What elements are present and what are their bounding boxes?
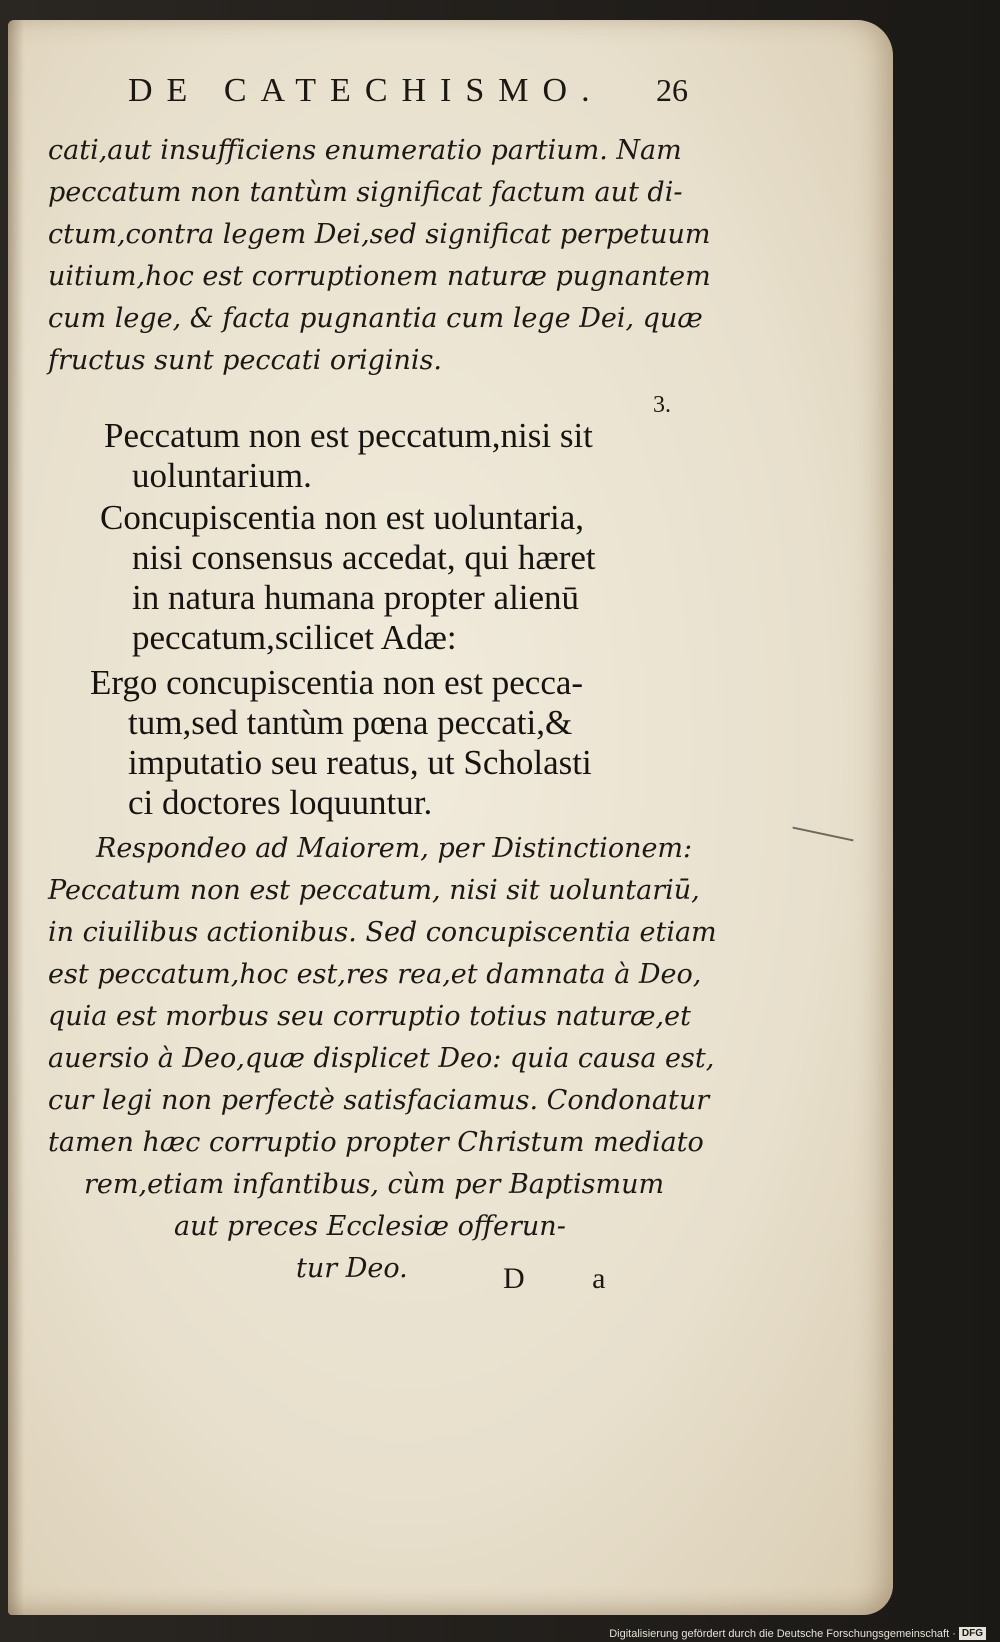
page-gutter-shadow	[8, 20, 24, 1615]
text-line: est peccatum,hoc est,res rea,et damnata à Deo,	[48, 959, 702, 990]
text-line: in natura humana propter alienū	[132, 578, 580, 617]
text-line: auersio à Deo,quæ displicet Deo: quia causa est,	[48, 1043, 715, 1074]
page-header	[128, 72, 688, 122]
text-line: Ergo concupiscentia non est pecca-	[90, 663, 584, 702]
dfg-logo: DFG	[959, 1627, 986, 1640]
syllogism-major-line-2	[132, 456, 312, 496]
funding-footer	[609, 1627, 986, 1640]
text-line: ci doctores loquuntur.	[128, 783, 433, 822]
text-line: peccatum non tantùm significat factum aut di-	[48, 177, 683, 208]
text-line: fructus sunt peccati originis.	[48, 345, 443, 376]
signature-mark: D a	[503, 1262, 636, 1295]
response-line-1	[96, 828, 692, 870]
text-line: uitium,hoc est corruptionem naturæ pugnantem	[48, 261, 711, 292]
text-line: in ciuilibus actionibus. Sed concupiscentia etiam	[48, 917, 717, 948]
text-line: Peccatum non est peccatum, nisi sit uoluntariū,	[48, 875, 700, 906]
syllogism-minor-rest	[132, 538, 596, 658]
response-body	[48, 870, 717, 1164]
text-line: tamen hæc corruptio propter Christum mediato	[48, 1127, 704, 1158]
text-line: rem,etiam infantibus, cùm per Baptismum	[84, 1169, 665, 1200]
response-line-11	[296, 1248, 408, 1290]
syllogism-minor-line-1	[100, 498, 584, 538]
response-line-10	[174, 1206, 566, 1248]
text-line: ctum,contra legem Dei,sed significat perpetuum	[48, 219, 711, 250]
text-line: imputatio seu reatus, ut Scholasti	[128, 743, 592, 782]
text-line: cati,aut insufficiens enumeratio partium. Nam	[48, 135, 682, 166]
text-line: Peccatum non est peccatum,nisi sit	[104, 416, 593, 455]
text-line: peccatum,scilicet Adæ:	[132, 618, 457, 657]
text-line: cur legi non perfectè satisfaciamus. Condonatur	[48, 1085, 710, 1116]
response-line-9	[84, 1164, 664, 1206]
funding-note: Digitalisierung gefördert durch die Deutsche Forschungsgemeinschaft ·	[609, 1627, 956, 1640]
syllogism-conclusion-rest	[128, 703, 592, 823]
text-line: nisi consensus accedat, qui hæret	[132, 538, 596, 577]
text-line: aut preces Ecclesiæ offerun-	[174, 1211, 566, 1242]
page-number: 26	[656, 72, 688, 108]
text-line: tur Deo.	[296, 1253, 408, 1284]
text-line: cum lege, & facta pugnantia cum lege Dei, quæ	[48, 303, 703, 334]
text-line: Respondeo ad Maiorem, per Distinctionem:	[96, 833, 693, 864]
opening-paragraph	[48, 130, 711, 382]
running-head: DE CATECHISMO.	[128, 72, 604, 109]
syllogism-major-line-1	[104, 416, 593, 456]
text-line: uoluntarium.	[132, 456, 312, 495]
text-line: tum,sed tantùm pœna peccati,&	[128, 703, 573, 742]
text-line: Concupiscentia non est uoluntaria,	[100, 498, 585, 537]
margin-number: 3.	[653, 392, 671, 418]
syllogism-conclusion-line-1	[90, 663, 583, 703]
text-line: quia est morbus seu corruptio totius naturæ,et	[48, 1001, 691, 1032]
